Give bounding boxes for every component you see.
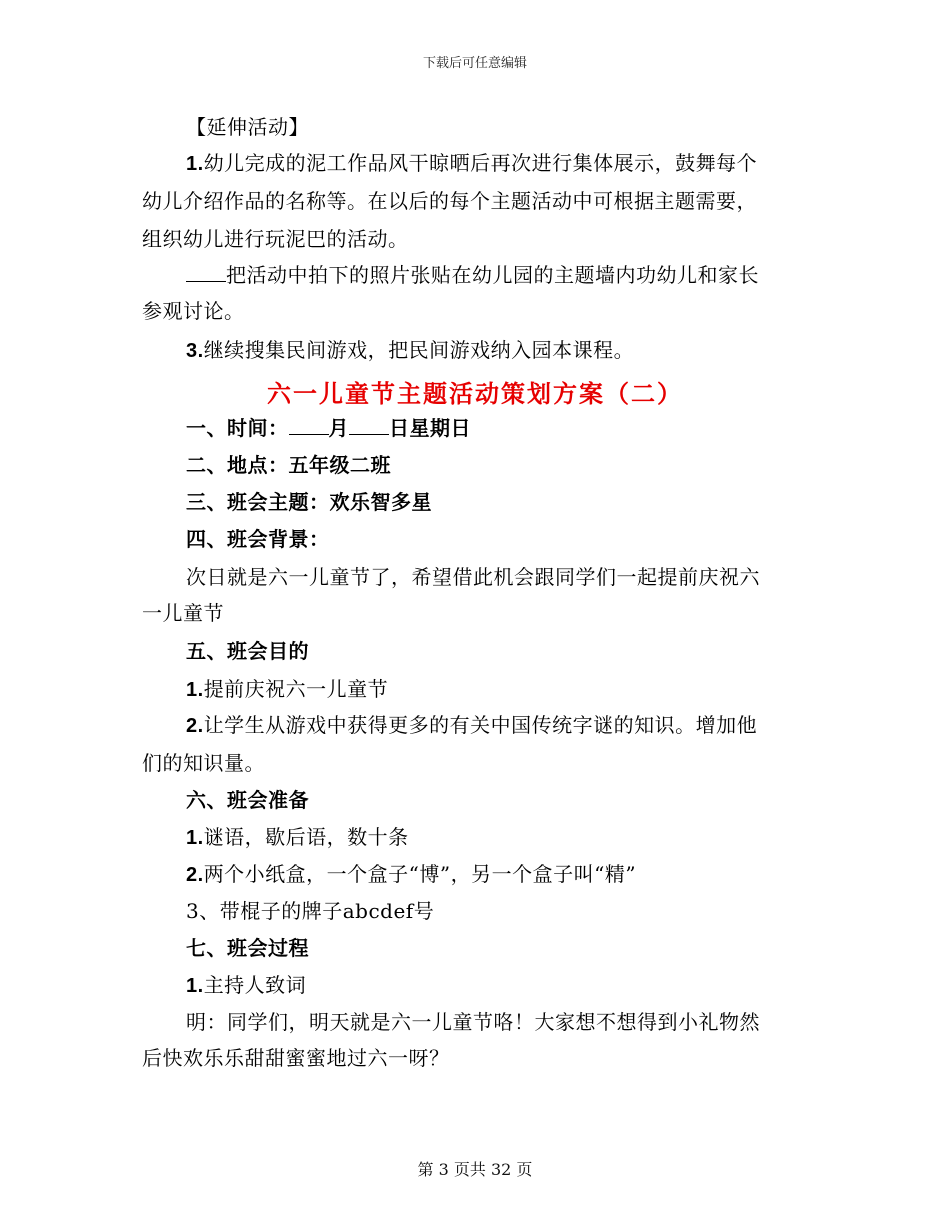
list-number: 1. bbox=[186, 679, 204, 701]
list-text: 让学生从游戏中获得更多的有关中国传统字谜的知识。增加他 bbox=[203, 713, 758, 737]
list-item bbox=[186, 677, 846, 702]
list-number: 1. bbox=[186, 975, 204, 997]
list-number: 2. bbox=[186, 715, 204, 737]
page-header: 下载后可任意编辑 bbox=[422, 56, 527, 71]
paragraph-line: 次日就是六一儿童节了，希望借此机会跟同学们一起提前庆祝六 bbox=[186, 565, 760, 589]
paragraph-line: 们的知识量。 bbox=[142, 751, 265, 775]
paragraph-line: 一儿童节 bbox=[142, 601, 224, 625]
paragraph-line bbox=[186, 263, 846, 287]
paragraph-text: 幼儿完成的泥工作品风干晾晒后再次进行集体展示，鼓舞每个 bbox=[203, 151, 758, 175]
item-time bbox=[186, 416, 846, 440]
list-item bbox=[186, 973, 846, 998]
paragraph-text: 继续搜集民间游戏，把民间游戏纳入园本课程。 bbox=[203, 338, 635, 362]
paragraph-line: 后快欢乐乐甜甜蜜蜜地过六一呀？ bbox=[142, 1046, 450, 1070]
paragraph-line: 组织幼儿进行玩泥巴的活动。 bbox=[142, 227, 409, 251]
fill-blank bbox=[186, 263, 226, 282]
paragraph-line bbox=[186, 151, 846, 176]
time-day: 日星期日 bbox=[389, 416, 471, 440]
section-heading-extension: 【延伸活动】 bbox=[186, 115, 309, 139]
paragraph-line: 幼儿介绍作品的名称等。在以后的每个主题活动中可根据主题需要， bbox=[142, 189, 757, 213]
list-number: 3. bbox=[186, 340, 204, 362]
time-month: 月 bbox=[328, 416, 349, 440]
item-goal-heading: 五、班会目的 bbox=[186, 639, 309, 663]
list-number: 2. bbox=[186, 864, 204, 886]
fill-blank bbox=[349, 416, 389, 435]
paragraph-line: 参观讨论。 bbox=[142, 299, 245, 323]
item-prep-heading: 六、班会准备 bbox=[186, 788, 309, 812]
list-text: 主持人致词 bbox=[203, 973, 307, 997]
time-label: 一、时间： bbox=[186, 416, 289, 440]
list-text: 提前庆祝六一儿童节 bbox=[203, 677, 389, 701]
list-text: 两个小纸盒，一个盒子“博”，另一个盒子叫“精” bbox=[203, 862, 637, 886]
document-title: 六一儿童节主题活动策划方案（二） bbox=[267, 379, 683, 408]
list-item: 3、带棍子的牌子abcdef号 bbox=[186, 899, 435, 923]
paragraph-line: 明：同学们，明天就是六一儿童节咯！大家想不想得到小礼物然 bbox=[186, 1010, 760, 1034]
list-number: 1. bbox=[186, 827, 204, 849]
item-place: 二、地点：五年级二班 bbox=[186, 453, 391, 477]
fill-blank bbox=[289, 416, 329, 435]
list-text: 谜语，歇后语，数十条 bbox=[203, 825, 409, 849]
list-item bbox=[186, 862, 846, 887]
item-theme: 三、班会主题：欢乐智多星 bbox=[186, 490, 432, 514]
item-process-heading: 七、班会过程 bbox=[186, 936, 309, 960]
list-number: 1. bbox=[186, 153, 204, 175]
paragraph-line bbox=[186, 338, 846, 363]
paragraph-text: 把活动中拍下的照片张贴在幼儿园的主题墙内功幼儿和家长 bbox=[226, 263, 759, 287]
page-footer: 第 3 页共 32 页 bbox=[417, 1160, 533, 1179]
list-item bbox=[186, 825, 846, 850]
item-background-heading: 四、班会背景： bbox=[186, 527, 330, 551]
list-item bbox=[186, 713, 846, 738]
